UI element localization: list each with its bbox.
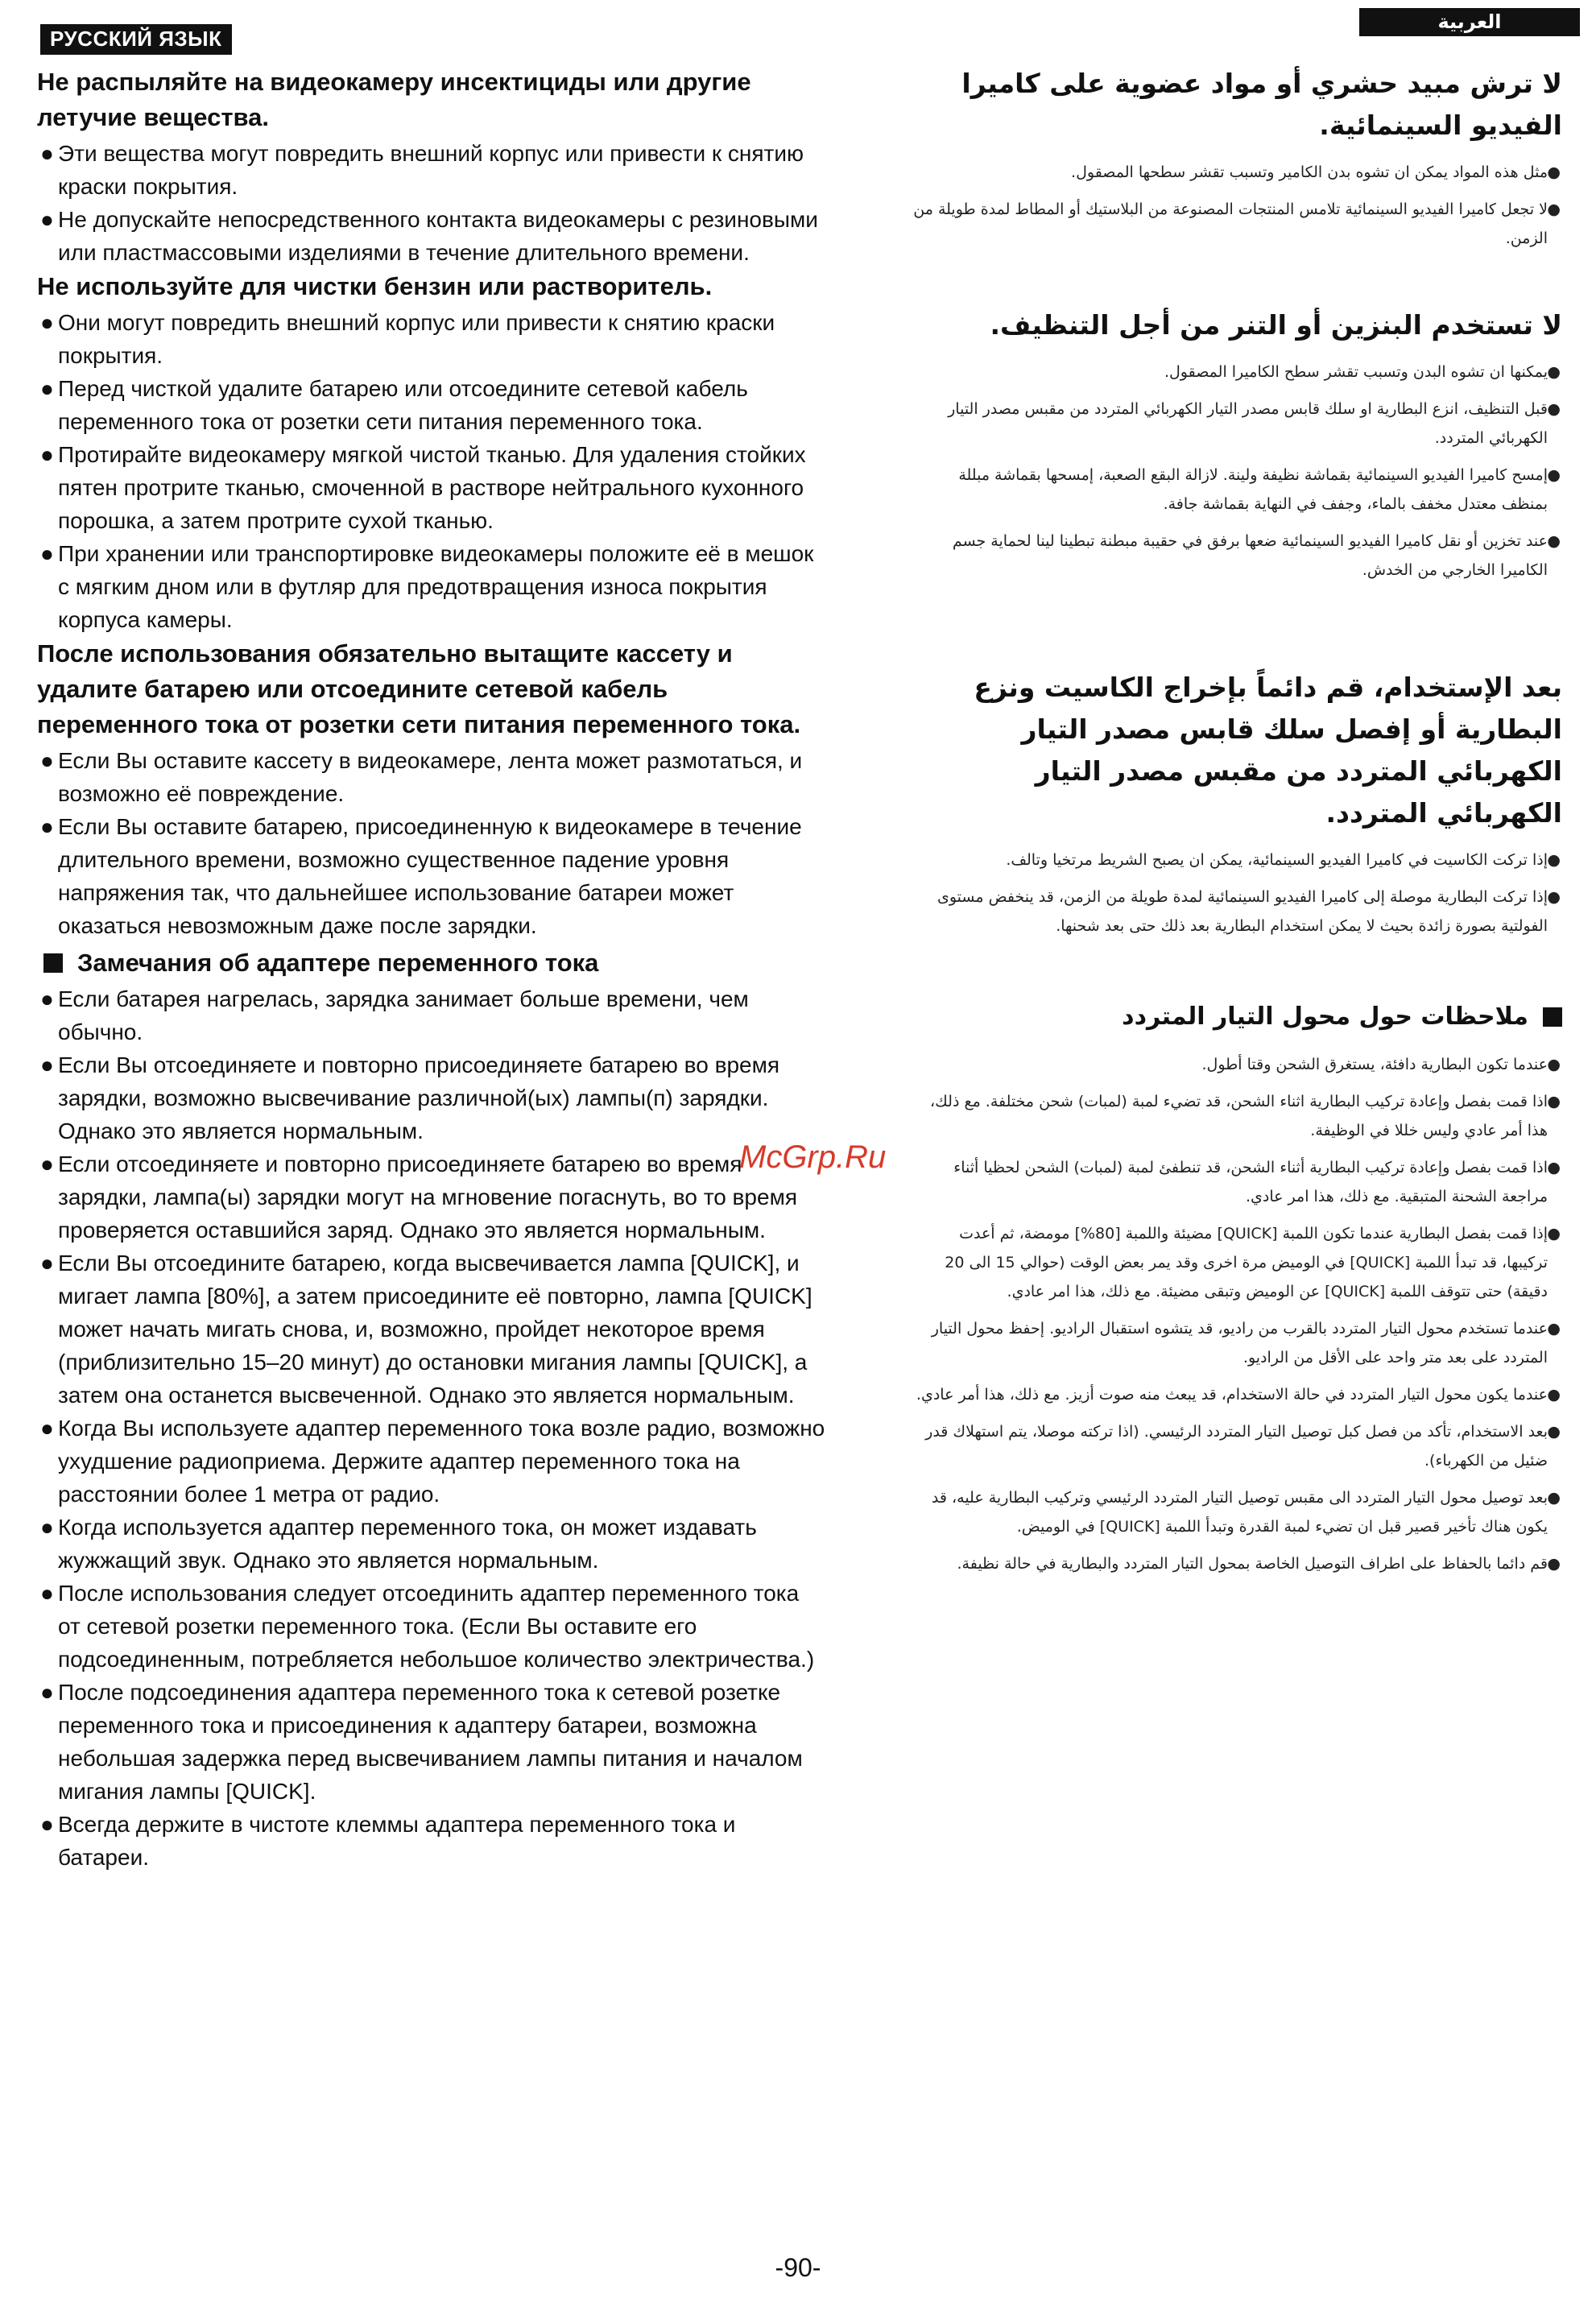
list-item: ●عندما يكون محول التيار المتردد في حالة الاستخدام، قد يبعث منه صوت أزيز. مع ذلك، هذا أمر عادي. xyxy=(916,1386,1561,1404)
list-item: ● Эти вещества могут повредить внешний корпус или привести к снятию краски покрытия. xyxy=(40,141,804,199)
list-item: ● Если Вы оставите кассету в видеокамере, лента может размотаться, и возможно её повреждение. xyxy=(40,748,803,806)
list-item: ●اذا قمت بفصل وإعادة تركيب البطارية أثناء الشحن، قد تنطفئ لمبة (لمبات) الشحن لحظيا أثناء مراجعة الشحنة المتبقية. مع ذلك، هذا امر عادي. xyxy=(953,1159,1561,1205)
list-item: ● Если Вы отсоединяете и повторно присоединяете батарею во время зарядки, возможно высвечивание различной(ых) лампы(п) зарядки. Однако это является нормальным. xyxy=(40,1052,780,1143)
list-item: ● После использования следует отсоединить адаптер переменного тока от сетевой розетки переменного тока. (Если Вы оставите его подсоединенным, потребляется небольшое количество электричества.) xyxy=(40,1581,815,1672)
list-item: ● При хранении или транспортировке видеокамеры положите её в мешок с мягким дном или в футляр для предотвращения износа покрытия корпуса камеры. xyxy=(40,541,814,632)
list-item: ● Если Вы оставите батарею, присоединенную к видеокамере в течение длительного времени, возможно существенное падение уровня напряжения так, что дальнейшее использование батареи может оказаться невозможным даже после зарядки. xyxy=(40,814,802,938)
ru-section-ac-adaptor: Замечания об адаптере переменного тока xyxy=(37,945,826,981)
list-item: ●بعد الاستخدام، تأكد من فصل كبل توصيل التيار المتردد الرئيسي. (اذا تركته موصلا، يتم استهلاك قدر ضئيل من الكهرباء). xyxy=(925,1423,1561,1470)
list-item: ● Всегда держите в чистоте клеммы адаптера переменного тока и батареи. xyxy=(40,1812,736,1870)
list-item: ● Когда Вы используете адаптер переменного тока возле радио, возможно ухудшение радиоприема. Держите адаптер переменного тока на расстоянии более 1 метра от радио. xyxy=(40,1416,825,1507)
list-item: ●إمسح كاميرا الفيديو السينمائية بقماشة نظيفة ولينة. لازالة البقع الصعبة، إمسحها بقماشة مبللة بمنظف معتدل مخفف بالماء، وجفف في النهاية بقماشة جافة. xyxy=(958,466,1561,513)
list-item: ●بعد توصيل محول التيار المتردد الى مقبس توصيل التيار المتردد الرئيسي وتركيب البطارية عليه، قد يكون هناك تأخير قصير قبل ان تضيء لمبة القدرة وتبدأ اللمبة [QUICK] في الوميض. xyxy=(931,1489,1561,1536)
list-item: ●لا تجعل كاميرا الفيديو السينمائية تلامس المنتجات المصنوعة من البلاستيك أو المطاط لمدة طويلة من الزمن. xyxy=(913,201,1561,247)
list-item: ●إذا تركت الكاسيت في كاميرا الفيديو السينمائية، يمكن ان يصبح الشريط مرتخيا وتالف. xyxy=(1006,851,1561,869)
ar-heading-insecticides: لا ترش مبيد حشري أو مواد عضوية على كاميرا الفيديو السينمائية. xyxy=(961,68,1562,141)
square-bullet-icon xyxy=(1543,1007,1562,1027)
list-item: ● Не допускайте непосредственного контакта видеокамеры с резиновыми или пластмассовыми изделиями в течение длительного времени. xyxy=(40,207,818,265)
ar-heading-after-use: بعد الإستخدام، قم دائماً بإخراج الكاسيت ونزع البطارية أو إفصل سلك قابس مصدر التيار الكهربائي المتردد من مقبس مصدر التيار الكهربائي المتردد. xyxy=(974,672,1562,829)
ar-block-benzine xyxy=(910,304,1562,593)
list-item: ● Если Вы отсоедините батарею, когда высвечивается лампа [QUICK], и мигает лампа [80%], а затем присоедините её повторно, лампа [QUICK] может начать мигать снова, и, возможно, пройдет некоторое время (приблизительно 15–20 минут) до остановки мигания лампы [QUICK], а затем она останется высвеченной. Однако это является нормальным. xyxy=(40,1251,812,1408)
ar-section-ac-adaptor: ملاحظات حول محول التيار المتردد xyxy=(910,997,1562,1037)
list-item: ● Когда используется адаптер переменного тока, он может издавать жужжащий звук. Однако это является нормальным. xyxy=(40,1515,757,1573)
square-bullet-icon xyxy=(43,953,63,973)
ru-heading-insecticides: Не распыляйте на видеокамеру инсектициды или другие летучие вещества. xyxy=(37,68,751,131)
ar-block-insecticides xyxy=(910,63,1562,261)
list-item: ●مثل هذه المواد يمكن ان تشوه بدن الكامير وتسبب تقشر سطحها المصقول. xyxy=(1071,163,1561,181)
ar-block-ac-adaptor xyxy=(910,989,1562,1586)
list-item: ●إذا قمت بفصل البطارية عندما تكون اللمبة [QUICK] مضيئة واللمبة [80%] مومضة، ثم أعدت تركيبها، قد تبدأ اللمبة [QUICK] في الوميض مرة اخرى وقد يمر بعض الوقت (حوالي 15 الى 20 دقيقة) حتى تتوقف اللمبة [QUICK] عن الوميض وتبقى مضيئة. مع ذلك، هذا امر عادي. xyxy=(945,1225,1561,1300)
list-item: ●قم دائما بالحفاظ على اطراف التوصيل الخاصة بمحول التيار المتردد والبطارية في حالة نظيفة. xyxy=(957,1555,1561,1573)
list-item: ● Они могут повредить внешний корпус или привести к снятию краски покрытия. xyxy=(40,310,775,368)
list-item: ●عندما تكون البطارية دافئة، يستغرق الشحن وقتا أطول. xyxy=(1201,1056,1561,1073)
list-item: ● Если отсоединяете и повторно присоединяете батарею во время зарядки, лампа(ы) зарядки могут на мгновение погаснуть, во то время проверяется оставшийся заряд. Однако это является нормальным. xyxy=(40,1152,797,1242)
list-item: ●إذا تركت البطارية موصلة إلى كاميرا الفيديو السينمائية لمدة طويلة من الزمن، قد ينخفض مستوى الفولتية بصورة زائدة بحيث لا يمكن استخدام البطارية بعد ذلك حتى بعد شحنها. xyxy=(937,888,1561,935)
watermark: McGrp.Ru xyxy=(739,1139,887,1175)
list-item: ● Если батарея нагрелась, зарядка занимает больше времени, чем обычно. xyxy=(40,986,749,1044)
list-item: ●عند تخزين أو نقل كاميرا الفيديو السينمائية ضعها برفق في حقيبة مبطنة تبطينا لينا لحماية جسم الكاميرا الخارجي من الخدش. xyxy=(952,532,1561,579)
language-tab-arabic: العربية xyxy=(1359,8,1580,36)
ru-heading-after-use: После использования обязательно вытащите кассету и удалите батарею или отсоедините сетевой кабель переменного тока от розетки сети питания переменного тока. xyxy=(37,639,801,738)
list-item: ●اذا قمت بفصل وإعادة تركيب البطارية اثناء الشحن، قد تضيء لمبة (لمبات) شحن مختلفة. مع ذلك، هذا أمر عادي وليس خللا في الوظيفة. xyxy=(930,1093,1561,1139)
list-item: ●يمكنها ان تشوه البدن وتسبب تقشر سطح الكاميرا المصقول. xyxy=(1164,363,1561,381)
russian-column xyxy=(37,64,826,1874)
language-tab-russian: РУССКИЙ ЯЗЫК xyxy=(40,24,232,55)
list-item: ● После подсоединения адаптера переменного тока к сетевой розетке переменного тока и присоединения к адаптеру батареи, возможна небольшая задержка перед высвечиванием лампы питания и началом мигания лампы [QUICK]. xyxy=(40,1680,803,1804)
list-item: ●عندما تستخدم محول التيار المتردد بالقرب من راديو، قد يتشوه استقبال الراديو. إحفظ محول التيار المتردد على بعد متر واحد على الأقل من الراديو. xyxy=(931,1320,1561,1367)
ar-block-after-use xyxy=(910,667,1562,949)
list-item: ●قبل التنظيف، انزع البطارية او سلك قابس مصدر التيار الكهربائي المتردد من مقبس مصدر التيار الكهربائي المتردد. xyxy=(948,400,1561,447)
list-item: ● Протирайте видеокамеру мягкой чистой тканью. Для удаления стойких пятен протрите тканью, смоченной в растворе нейтрального кухонного порошка, а затем протрите сухой тканью. xyxy=(40,442,806,533)
ru-heading-benzine: Не используйте для чистки бензин или растворитель. xyxy=(37,272,713,300)
ar-heading-benzine: لا تستخدم البنزين أو التنر من أجل التنظيف. xyxy=(990,309,1562,341)
list-item: ● Перед чисткой удалите батарею или отсоедините сетевой кабель переменного тока от розетки сети питания переменного тока. xyxy=(40,376,748,434)
page-number: -90- xyxy=(775,2253,821,2282)
